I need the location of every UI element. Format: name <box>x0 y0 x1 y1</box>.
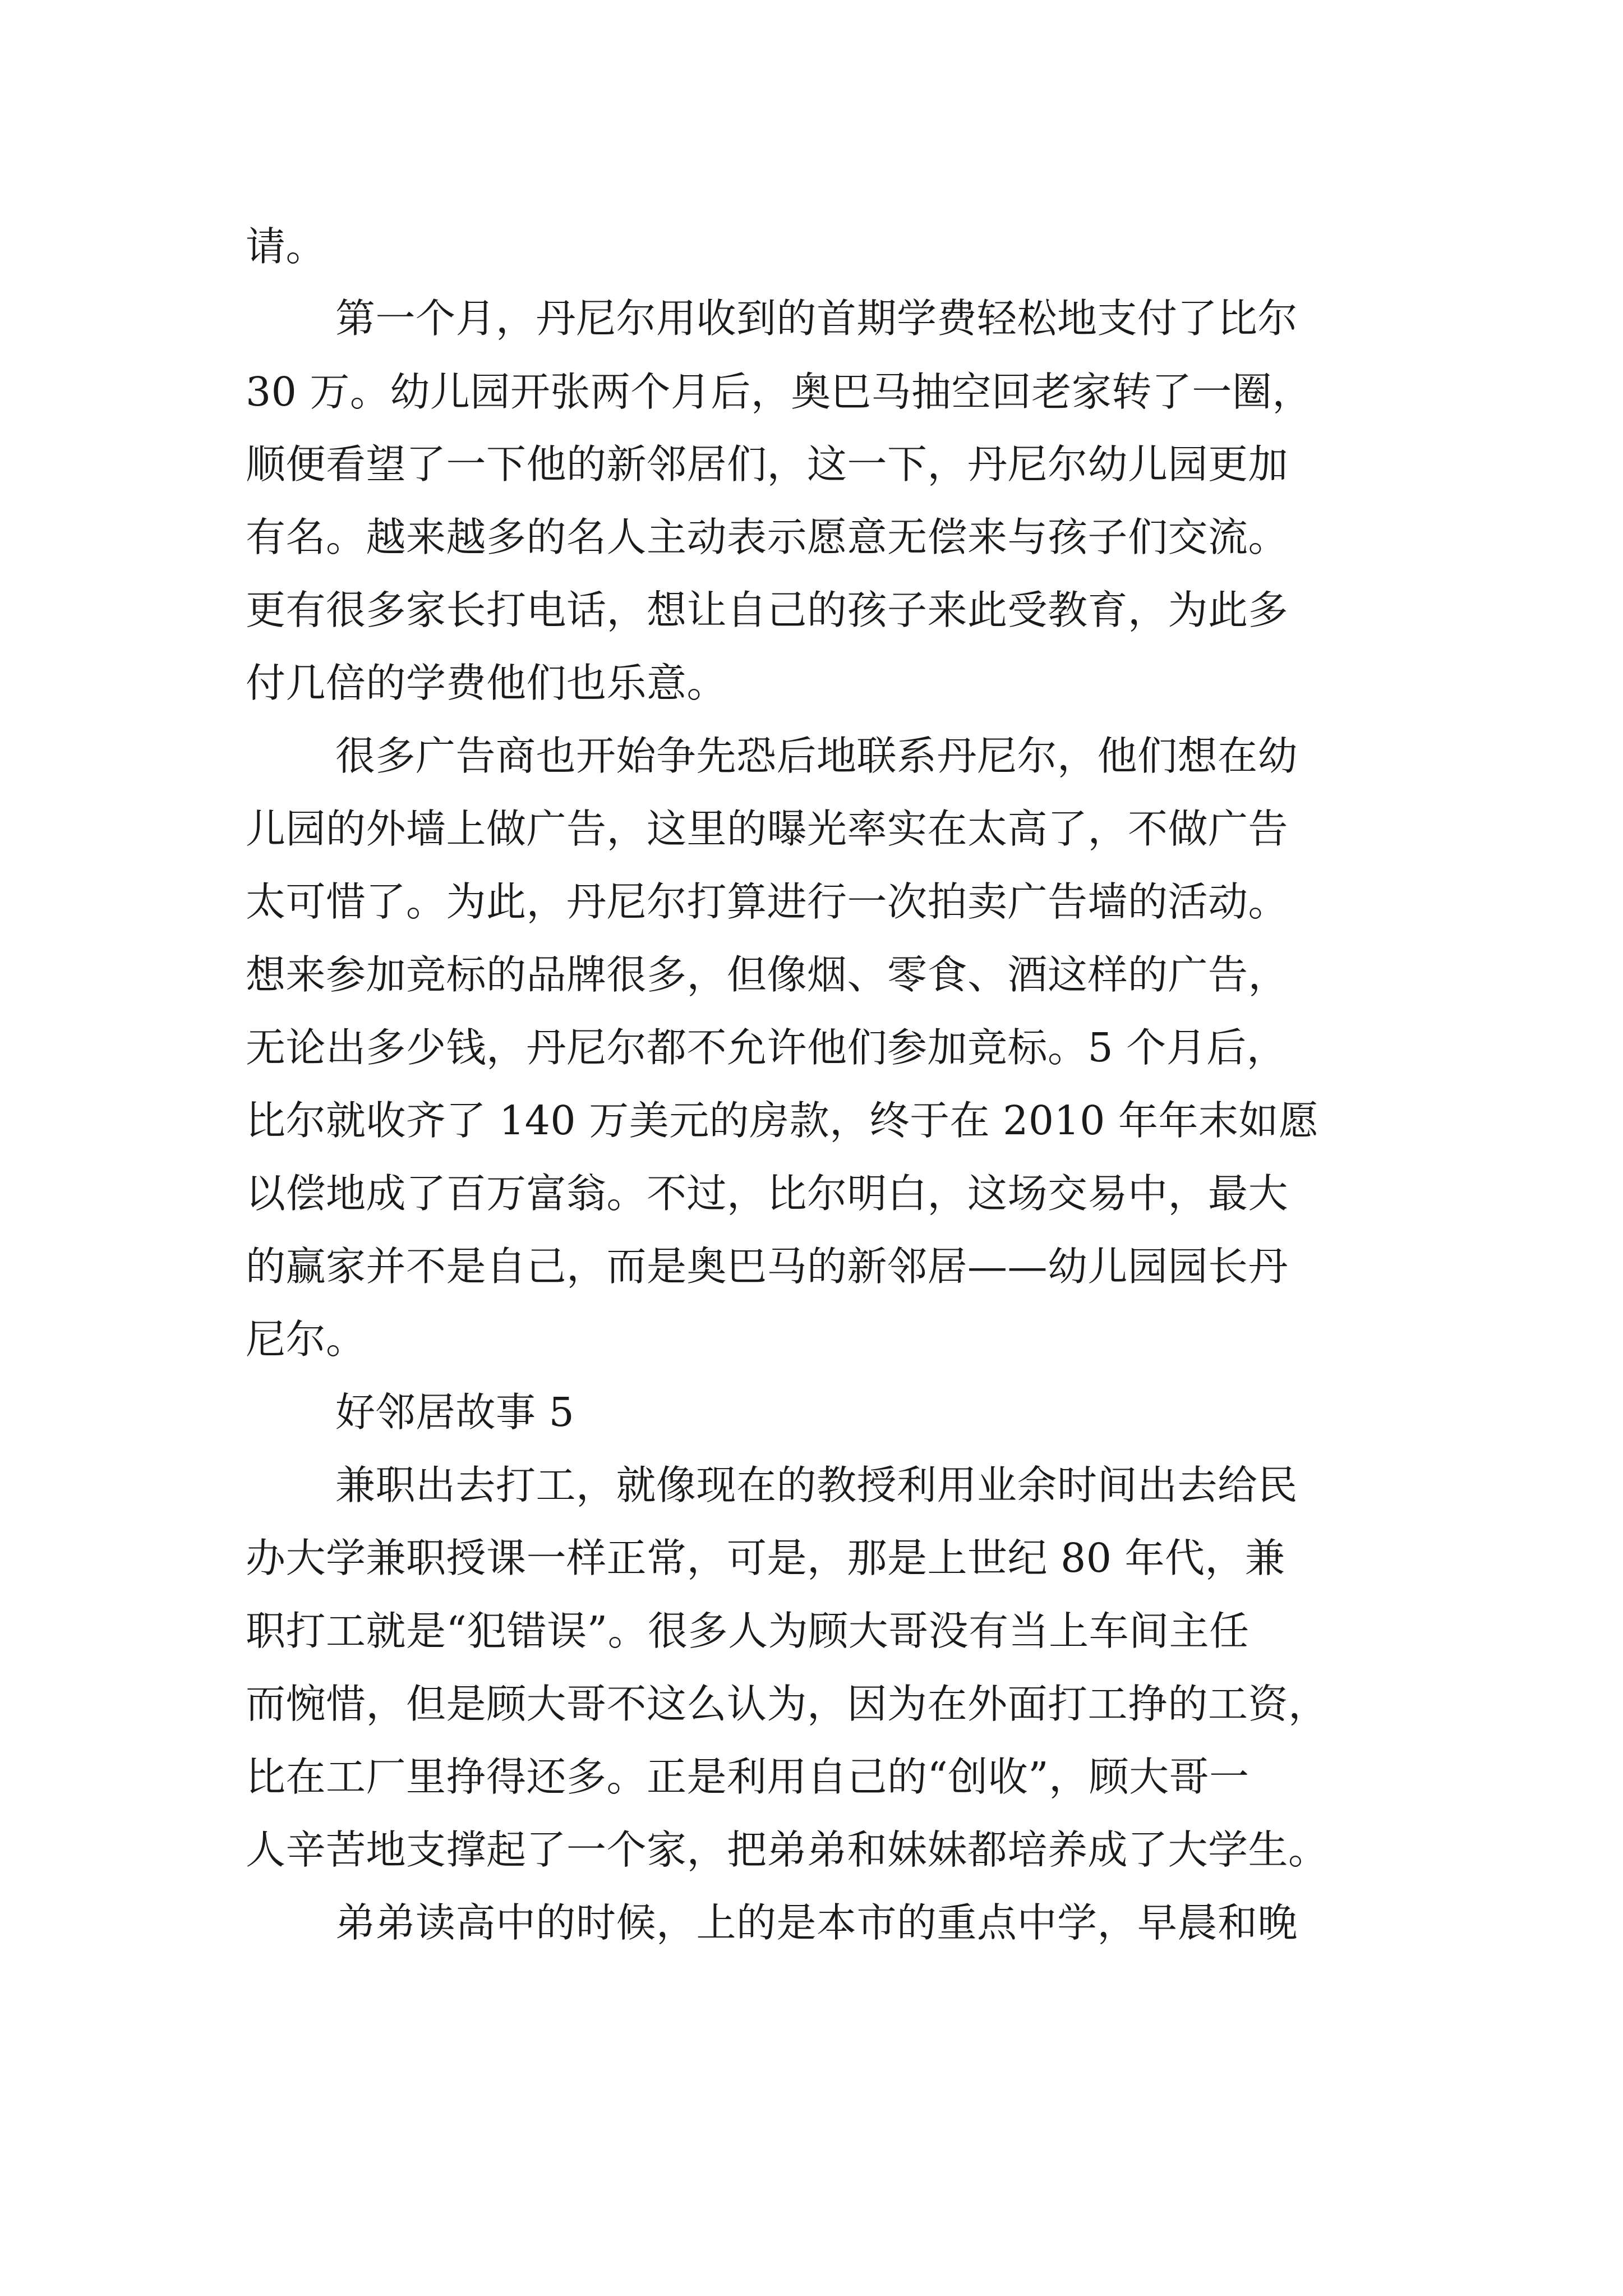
text-line: 儿园的外墙上做广告，这里的曝光率实在太高了，不做广告 <box>246 806 1289 852</box>
text-line: 想来参加竞标的品牌很多，但像烟、零食、酒这样的广告， <box>246 951 1289 998</box>
text-line: 人辛苦地支撑起了一个家，把弟弟和妹妹都培养成了大学生。 <box>246 1826 1329 1873</box>
text-line: 第一个月，丹尼尔用收到的首期学费轻松地支付了比尔 <box>335 295 1298 342</box>
text-line: 有名。越来越多的名人主动表示愿意无偿来与孩子们交流。 <box>246 514 1289 560</box>
text-line: 无论出多少钱，丹尼尔都不允许他们参加竞标。5 个月后， <box>246 1024 1287 1071</box>
text-line: 更有很多家长打电话，想让自己的孩子来此受教育，为此多 <box>246 587 1289 633</box>
text-line: 请。 <box>246 223 326 270</box>
text-line: 的赢家并不是自己，而是奥巴马的新邻居——幼儿园园长丹 <box>246 1243 1289 1290</box>
text-line: 以偿地成了百万富翁。不过，比尔明白，这场交易中，最大 <box>246 1170 1289 1217</box>
text-line: 30 万。幼儿园开张两个月后，奥巴马抽空回老家转了一圈， <box>246 369 1312 415</box>
text-line: 比在工厂里挣得还多。正是利用自己的“创收”，顾大哥一 <box>246 1754 1249 1800</box>
text-line: 兼职出去打工，就像现在的教授利用业余时间出去给民 <box>335 1462 1298 1508</box>
text-line: 职打工就是“犯错误”。很多人为顾大哥没有当上车间主任 <box>246 1608 1249 1654</box>
text-line: 顺便看望了一下他的新邻居们，这一下，丹尼尔幼儿园更加 <box>246 441 1289 487</box>
section-heading: 好邻居故事 5 <box>335 1389 575 1435</box>
text-line: 很多广告商也开始争先恐后地联系丹尼尔，他们想在幼 <box>335 733 1298 779</box>
text-line: 太可惜了。为此，丹尼尔打算进行一次拍卖广告墙的活动。 <box>246 878 1289 925</box>
text-line: 办大学兼职授课一样正常，可是，那是上世纪 80 年代，兼 <box>246 1535 1285 1581</box>
text-line: 比尔就收齐了 140 万美元的房款，终于在 2010 年年末如愿 <box>246 1097 1319 1144</box>
text-line: 付几倍的学费他们也乐意。 <box>246 660 727 706</box>
text-line: 弟弟读高中的时候，上的是本市的重点中学，早晨和晚 <box>335 1899 1298 1946</box>
text-line: 尼尔。 <box>246 1316 366 1363</box>
text-line: 而惋惜，但是顾大哥不这么认为，因为在外面打工挣的工资， <box>246 1681 1329 1727</box>
